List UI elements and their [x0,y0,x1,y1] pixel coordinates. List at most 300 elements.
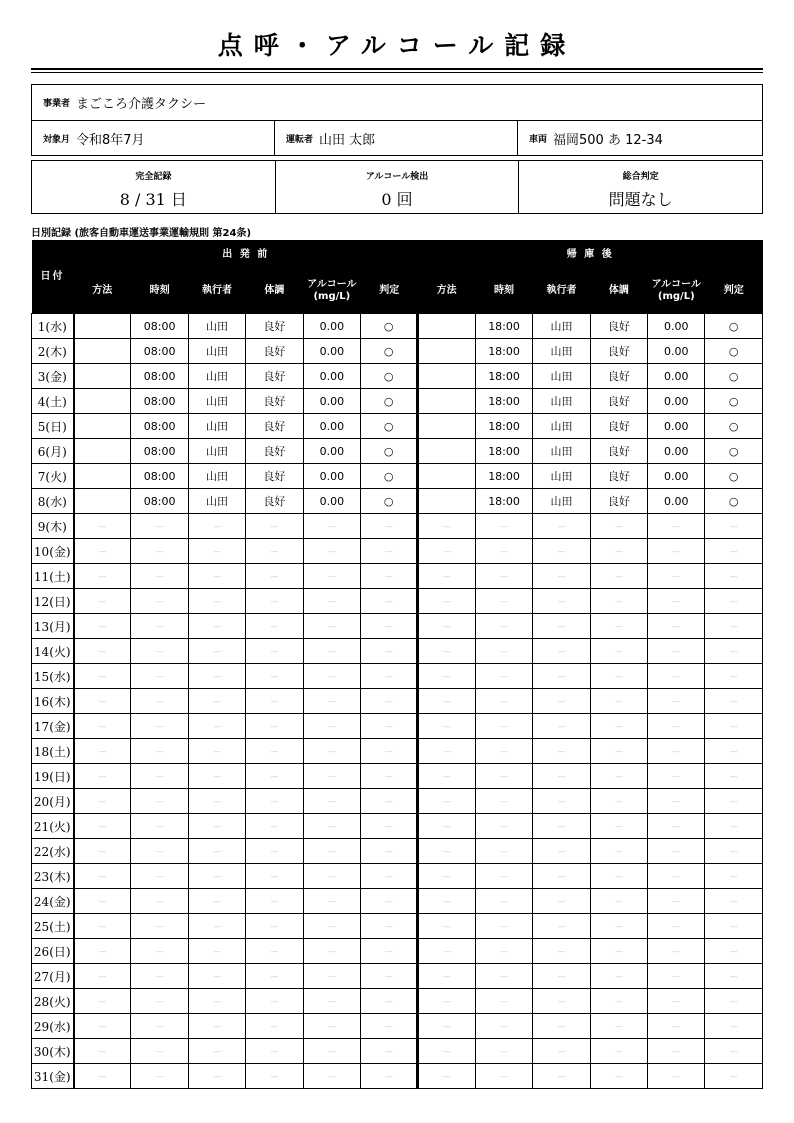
after-time-cell: — [475,1039,532,1064]
before-executor-cell: 山田 [188,364,245,389]
after-alcohol-cell: — [648,989,705,1014]
before-judgement-cell: — [361,564,418,589]
after-time-cell: — [475,639,532,664]
before-method-header: 方法 [74,269,131,314]
after-executor-cell: 山田 [533,439,590,464]
summary-box [31,160,763,214]
after-method-cell: — [418,864,475,889]
before-executor-cell: — [188,739,245,764]
after-judgement-cell: — [705,739,763,764]
before-executor-header: 執行者 [188,269,245,314]
after-time-cell: — [475,789,532,814]
before-judgement-cell: — [361,839,418,864]
after-executor-cell: — [533,1014,590,1039]
after-judgement-cell: — [705,564,763,589]
before-judgement-cell: — [361,514,418,539]
after-alcohol-cell: 0.00 [648,489,705,514]
after-judgement-cell: ○ [705,314,763,339]
date-cell: 25(土) [32,914,74,939]
table-row [32,989,763,1014]
date-cell: 11(土) [32,564,74,589]
before-time-cell: — [131,814,188,839]
before-time-cell: — [131,714,188,739]
driver-cell [275,121,518,155]
after-judgement-cell: — [705,964,763,989]
before-method-cell [74,364,131,389]
after-executor-cell: 山田 [533,314,590,339]
after-condition-cell: — [590,989,647,1014]
after-judgement-cell: ○ [705,464,763,489]
after-time-cell: 18:00 [475,314,532,339]
before-time-cell: — [131,739,188,764]
before-time-cell: — [131,939,188,964]
before-judgement-cell: — [361,964,418,989]
before-condition-cell: — [246,564,303,589]
after-alcohol-cell: — [648,814,705,839]
before-condition-cell: — [246,889,303,914]
before-alcohol-cell: — [303,814,360,839]
after-time-cell: — [475,589,532,614]
table-row [32,789,763,814]
after-alcohol-cell: — [648,514,705,539]
header-row-groups [32,240,763,269]
before-condition-cell: — [246,864,303,889]
complete-label: 完全記録 [135,172,172,182]
after-time-cell: — [475,914,532,939]
after-method-cell: — [418,714,475,739]
before-condition-cell: — [246,1014,303,1039]
after-method-cell: — [418,514,475,539]
before-alcohol-cell: — [303,939,360,964]
before-method-cell: — [74,814,131,839]
before-alcohol-cell: — [303,889,360,914]
before-method-cell [74,489,131,514]
after-judgement-cell: ○ [705,339,763,364]
vehicle-label: 車両 [529,134,548,145]
after-executor-cell: — [533,939,590,964]
table-row [32,889,763,914]
after-method-cell: — [418,1064,475,1089]
date-cell: 22(水) [32,839,74,864]
before-method-cell: — [74,864,131,889]
after-condition-cell: — [590,614,647,639]
after-judgement-cell: ○ [705,364,763,389]
before-judgement-cell: — [361,889,418,914]
after-executor-cell: — [533,514,590,539]
after-alcohol-cell: — [648,864,705,889]
after-condition-cell: — [590,1064,647,1089]
after-executor-cell: — [533,814,590,839]
date-cell: 14(火) [32,639,74,664]
before-executor-cell: — [188,764,245,789]
after-judgement-cell: ○ [705,414,763,439]
before-judgement-cell: — [361,689,418,714]
before-condition-cell: — [246,764,303,789]
before-method-cell: — [74,764,131,789]
table-row [32,464,763,489]
after-judgement-cell: — [705,639,763,664]
before-executor-cell: — [188,889,245,914]
date-header: 日付 [32,240,74,314]
header-row-fields [32,269,763,314]
before-executor-cell: — [188,914,245,939]
after-method-cell: — [418,1014,475,1039]
after-alcohol-cell: — [648,764,705,789]
before-condition-cell: — [246,639,303,664]
after-method-cell [418,364,475,389]
before-time-cell: 08:00 [131,389,188,414]
date-cell: 29(水) [32,1014,74,1039]
before-alcohol-cell: 0.00 [303,439,360,464]
before-executor-cell: 山田 [188,389,245,414]
after-time-cell: — [475,889,532,914]
date-cell: 10(金) [32,539,74,564]
after-method-cell: — [418,589,475,614]
operator-label: 事業者 [43,99,71,109]
driver-label: 運転者 [286,134,314,145]
table-row [32,864,763,889]
daily-log-table [31,240,763,1089]
after-time-cell: — [475,564,532,589]
table-row [32,589,763,614]
after-alcohol-cell: — [648,714,705,739]
before-method-cell: — [74,789,131,814]
before-executor-cell: — [188,939,245,964]
page-title: 点呼・アルコール記録 [217,31,577,60]
after-alcohol-cell: — [648,1039,705,1064]
before-alcohol-cell: — [303,839,360,864]
after-alcohol-cell: — [648,739,705,764]
after-executor-cell: — [533,664,590,689]
date-cell: 1(水) [32,314,74,339]
after-method-cell: — [418,539,475,564]
after-judgement-cell: — [705,764,763,789]
before-time-cell: — [131,689,188,714]
after-judgement-cell: — [705,1014,763,1039]
before-alcohol-cell: — [303,989,360,1014]
before-condition-header: 体調 [246,269,303,314]
vehicle-cell [518,121,762,155]
before-executor-cell: — [188,1064,245,1089]
after-alcohol-cell: — [648,889,705,914]
before-judgement-cell: — [361,989,418,1014]
date-cell: 8(水) [32,489,74,514]
after-executor-cell: 山田 [533,339,590,364]
after-executor-cell: — [533,789,590,814]
before-executor-cell: 山田 [188,489,245,514]
before-alcohol-cell: — [303,864,360,889]
title-rule-thin [31,72,763,73]
table-row [32,639,763,664]
after-judgement-cell: — [705,1039,763,1064]
after-alcohol-cell: — [648,664,705,689]
before-condition-cell: 良好 [246,464,303,489]
before-condition-cell: 良好 [246,364,303,389]
after-executor-cell: — [533,989,590,1014]
after-alcohol-cell: 0.00 [648,389,705,414]
after-method-cell: — [418,889,475,914]
before-time-cell: — [131,1014,188,1039]
after-condition-cell: — [590,1039,647,1064]
after-method-cell [418,339,475,364]
table-row [32,914,763,939]
before-judgement-cell: ○ [361,489,418,514]
after-alcohol-cell: — [648,1064,705,1089]
before-condition-cell: 良好 [246,389,303,414]
date-cell: 27(月) [32,964,74,989]
before-alcohol-cell: 0.00 [303,464,360,489]
title-rule [31,68,763,70]
before-method-cell [74,314,131,339]
after-condition-cell: — [590,589,647,614]
before-judgement-cell: — [361,864,418,889]
before-condition-cell: — [246,964,303,989]
before-method-cell: — [74,1014,131,1039]
before-method-cell [74,439,131,464]
after-time-cell: — [475,1014,532,1039]
table-row [32,664,763,689]
before-judgement-cell: — [361,914,418,939]
before-condition-cell: — [246,589,303,614]
date-cell: 5(日) [32,414,74,439]
before-condition-cell: — [246,1064,303,1089]
before-method-cell [74,339,131,364]
before-executor-cell: — [188,1014,245,1039]
after-time-cell: 18:00 [475,464,532,489]
before-time-cell: 08:00 [131,439,188,464]
after-condition-cell: — [590,789,647,814]
operator-cell [32,85,206,120]
after-condition-cell: — [590,714,647,739]
summary-judgement [519,161,762,213]
before-judgement-cell: ○ [361,364,418,389]
table-row [32,314,763,339]
after-time-cell: — [475,714,532,739]
date-cell: 3(金) [32,364,74,389]
table-row [32,614,763,639]
before-condition-cell: 良好 [246,314,303,339]
after-time-cell: 18:00 [475,414,532,439]
before-time-cell: 08:00 [131,364,188,389]
before-judgement-cell: — [361,1064,418,1089]
summary-complete [32,161,276,213]
after-method-cell: — [418,739,475,764]
after-condition-cell: 良好 [590,489,647,514]
date-cell: 2(木) [32,339,74,364]
before-condition-cell: 良好 [246,414,303,439]
after-alcohol-cell: — [648,589,705,614]
after-alcohol-cell: — [648,614,705,639]
before-method-cell: — [74,614,131,639]
before-executor-cell: 山田 [188,439,245,464]
date-cell: 30(木) [32,1039,74,1064]
before-method-cell: — [74,589,131,614]
before-alcohol-cell: 0.00 [303,364,360,389]
before-alcohol-cell: — [303,714,360,739]
after-method-cell [418,414,475,439]
after-executor-cell: — [533,839,590,864]
after-executor-cell: — [533,1039,590,1064]
after-condition-cell: — [590,689,647,714]
before-executor-cell: — [188,814,245,839]
after-method-cell: — [418,689,475,714]
before-time-cell: — [131,789,188,814]
after-executor-cell: — [533,714,590,739]
summary-alcohol [276,161,520,213]
after-condition-cell: — [590,914,647,939]
after-header: 帰 庫 後 [418,240,763,269]
before-condition-cell: — [246,914,303,939]
before-method-cell: — [74,939,131,964]
before-judgement-cell: ○ [361,339,418,364]
before-time-cell: — [131,564,188,589]
before-condition-cell: 良好 [246,439,303,464]
after-alcohol-cell: 0.00 [648,439,705,464]
before-time-cell: — [131,539,188,564]
before-method-cell: — [74,989,131,1014]
after-condition-cell: — [590,739,647,764]
operator-value: まごころ介護タクシー [76,97,207,112]
before-time-cell: 08:00 [131,414,188,439]
before-time-cell: — [131,914,188,939]
before-executor-cell: — [188,839,245,864]
before-condition-cell: — [246,514,303,539]
after-executor-cell: — [533,764,590,789]
before-executor-cell: — [188,789,245,814]
before-judgement-cell: — [361,764,418,789]
before-alcohol-cell: 0.00 [303,314,360,339]
before-alcohol-cell: — [303,1014,360,1039]
before-condition-cell: — [246,664,303,689]
before-executor-cell: 山田 [188,414,245,439]
info-row-details [32,121,762,155]
driver-value: 山田 太郎 [319,132,376,148]
after-method-cell [418,489,475,514]
before-executor-cell: — [188,714,245,739]
before-time-cell: 08:00 [131,339,188,364]
before-condition-cell: — [246,714,303,739]
info-box [31,84,763,156]
before-executor-cell: — [188,689,245,714]
date-cell: 31(金) [32,1064,74,1089]
after-time-cell: — [475,939,532,964]
after-executor-cell: — [533,964,590,989]
before-condition-cell: 良好 [246,489,303,514]
before-method-cell: — [74,964,131,989]
before-executor-cell: — [188,589,245,614]
before-judgement-cell: — [361,664,418,689]
before-time-header: 時刻 [131,269,188,314]
info-row-operator [32,85,762,121]
date-cell: 18(土) [32,739,74,764]
after-method-cell: — [418,839,475,864]
before-time-cell: — [131,614,188,639]
before-time-cell: — [131,989,188,1014]
before-time-cell: 08:00 [131,314,188,339]
after-judgement-cell: — [705,714,763,739]
before-alcohol-cell: — [303,1039,360,1064]
complete-value: 8 / 31 日 [119,190,187,209]
after-judgement-cell: — [705,514,763,539]
after-time-cell: — [475,614,532,639]
before-time-cell: — [131,1039,188,1064]
before-alcohol-header: アルコール(mg/L) [303,269,360,314]
before-executor-cell: 山田 [188,464,245,489]
after-judgement-cell: — [705,614,763,639]
date-cell: 19(日) [32,764,74,789]
before-method-cell: — [74,914,131,939]
before-time-cell: — [131,664,188,689]
before-method-cell: — [74,564,131,589]
before-alcohol-cell: — [303,589,360,614]
after-executor-cell: — [533,739,590,764]
after-method-cell [418,439,475,464]
after-judgement-cell: — [705,914,763,939]
after-judgement-cell: — [705,539,763,564]
table-row [32,564,763,589]
after-method-cell: — [418,989,475,1014]
after-executor-cell: — [533,689,590,714]
daily-log-body [32,314,763,1089]
judgement-value: 問題なし [608,190,673,209]
after-time-cell: 18:00 [475,439,532,464]
before-time-cell: 08:00 [131,489,188,514]
before-time-cell: — [131,889,188,914]
before-judgement-cell: — [361,539,418,564]
after-time-cell: — [475,739,532,764]
after-judgement-cell: — [705,989,763,1014]
before-judgement-cell: ○ [361,464,418,489]
table-row [32,389,763,414]
before-condition-cell: — [246,689,303,714]
before-executor-cell: — [188,514,245,539]
before-time-cell: — [131,589,188,614]
date-cell: 24(金) [32,889,74,914]
table-row [32,439,763,464]
before-alcohol-cell: — [303,764,360,789]
after-judgement-cell: — [705,1064,763,1089]
before-method-cell: — [74,739,131,764]
before-alcohol-cell: — [303,1064,360,1089]
before-executor-cell: — [188,989,245,1014]
before-method-cell: — [74,689,131,714]
before-method-cell [74,389,131,414]
before-condition-cell: — [246,989,303,1014]
before-judgement-cell: — [361,939,418,964]
after-alcohol-cell: — [648,539,705,564]
after-method-cell: — [418,964,475,989]
after-executor-cell: — [533,889,590,914]
before-condition-cell: — [246,614,303,639]
before-time-cell: — [131,864,188,889]
before-time-cell: — [131,764,188,789]
after-executor-cell: — [533,564,590,589]
before-alcohol-cell: — [303,914,360,939]
after-condition-cell: 良好 [590,314,647,339]
before-executor-cell: — [188,1039,245,1064]
after-time-cell: — [475,539,532,564]
after-executor-cell: — [533,614,590,639]
table-row [32,339,763,364]
table-row [32,689,763,714]
after-judgement-cell: ○ [705,439,763,464]
alcohol-value: 0 回 [381,190,413,209]
after-executor-cell: — [533,864,590,889]
after-alcohol-cell: — [648,1014,705,1039]
after-executor-cell: 山田 [533,389,590,414]
after-judgement-cell: — [705,839,763,864]
after-condition-cell: — [590,639,647,664]
